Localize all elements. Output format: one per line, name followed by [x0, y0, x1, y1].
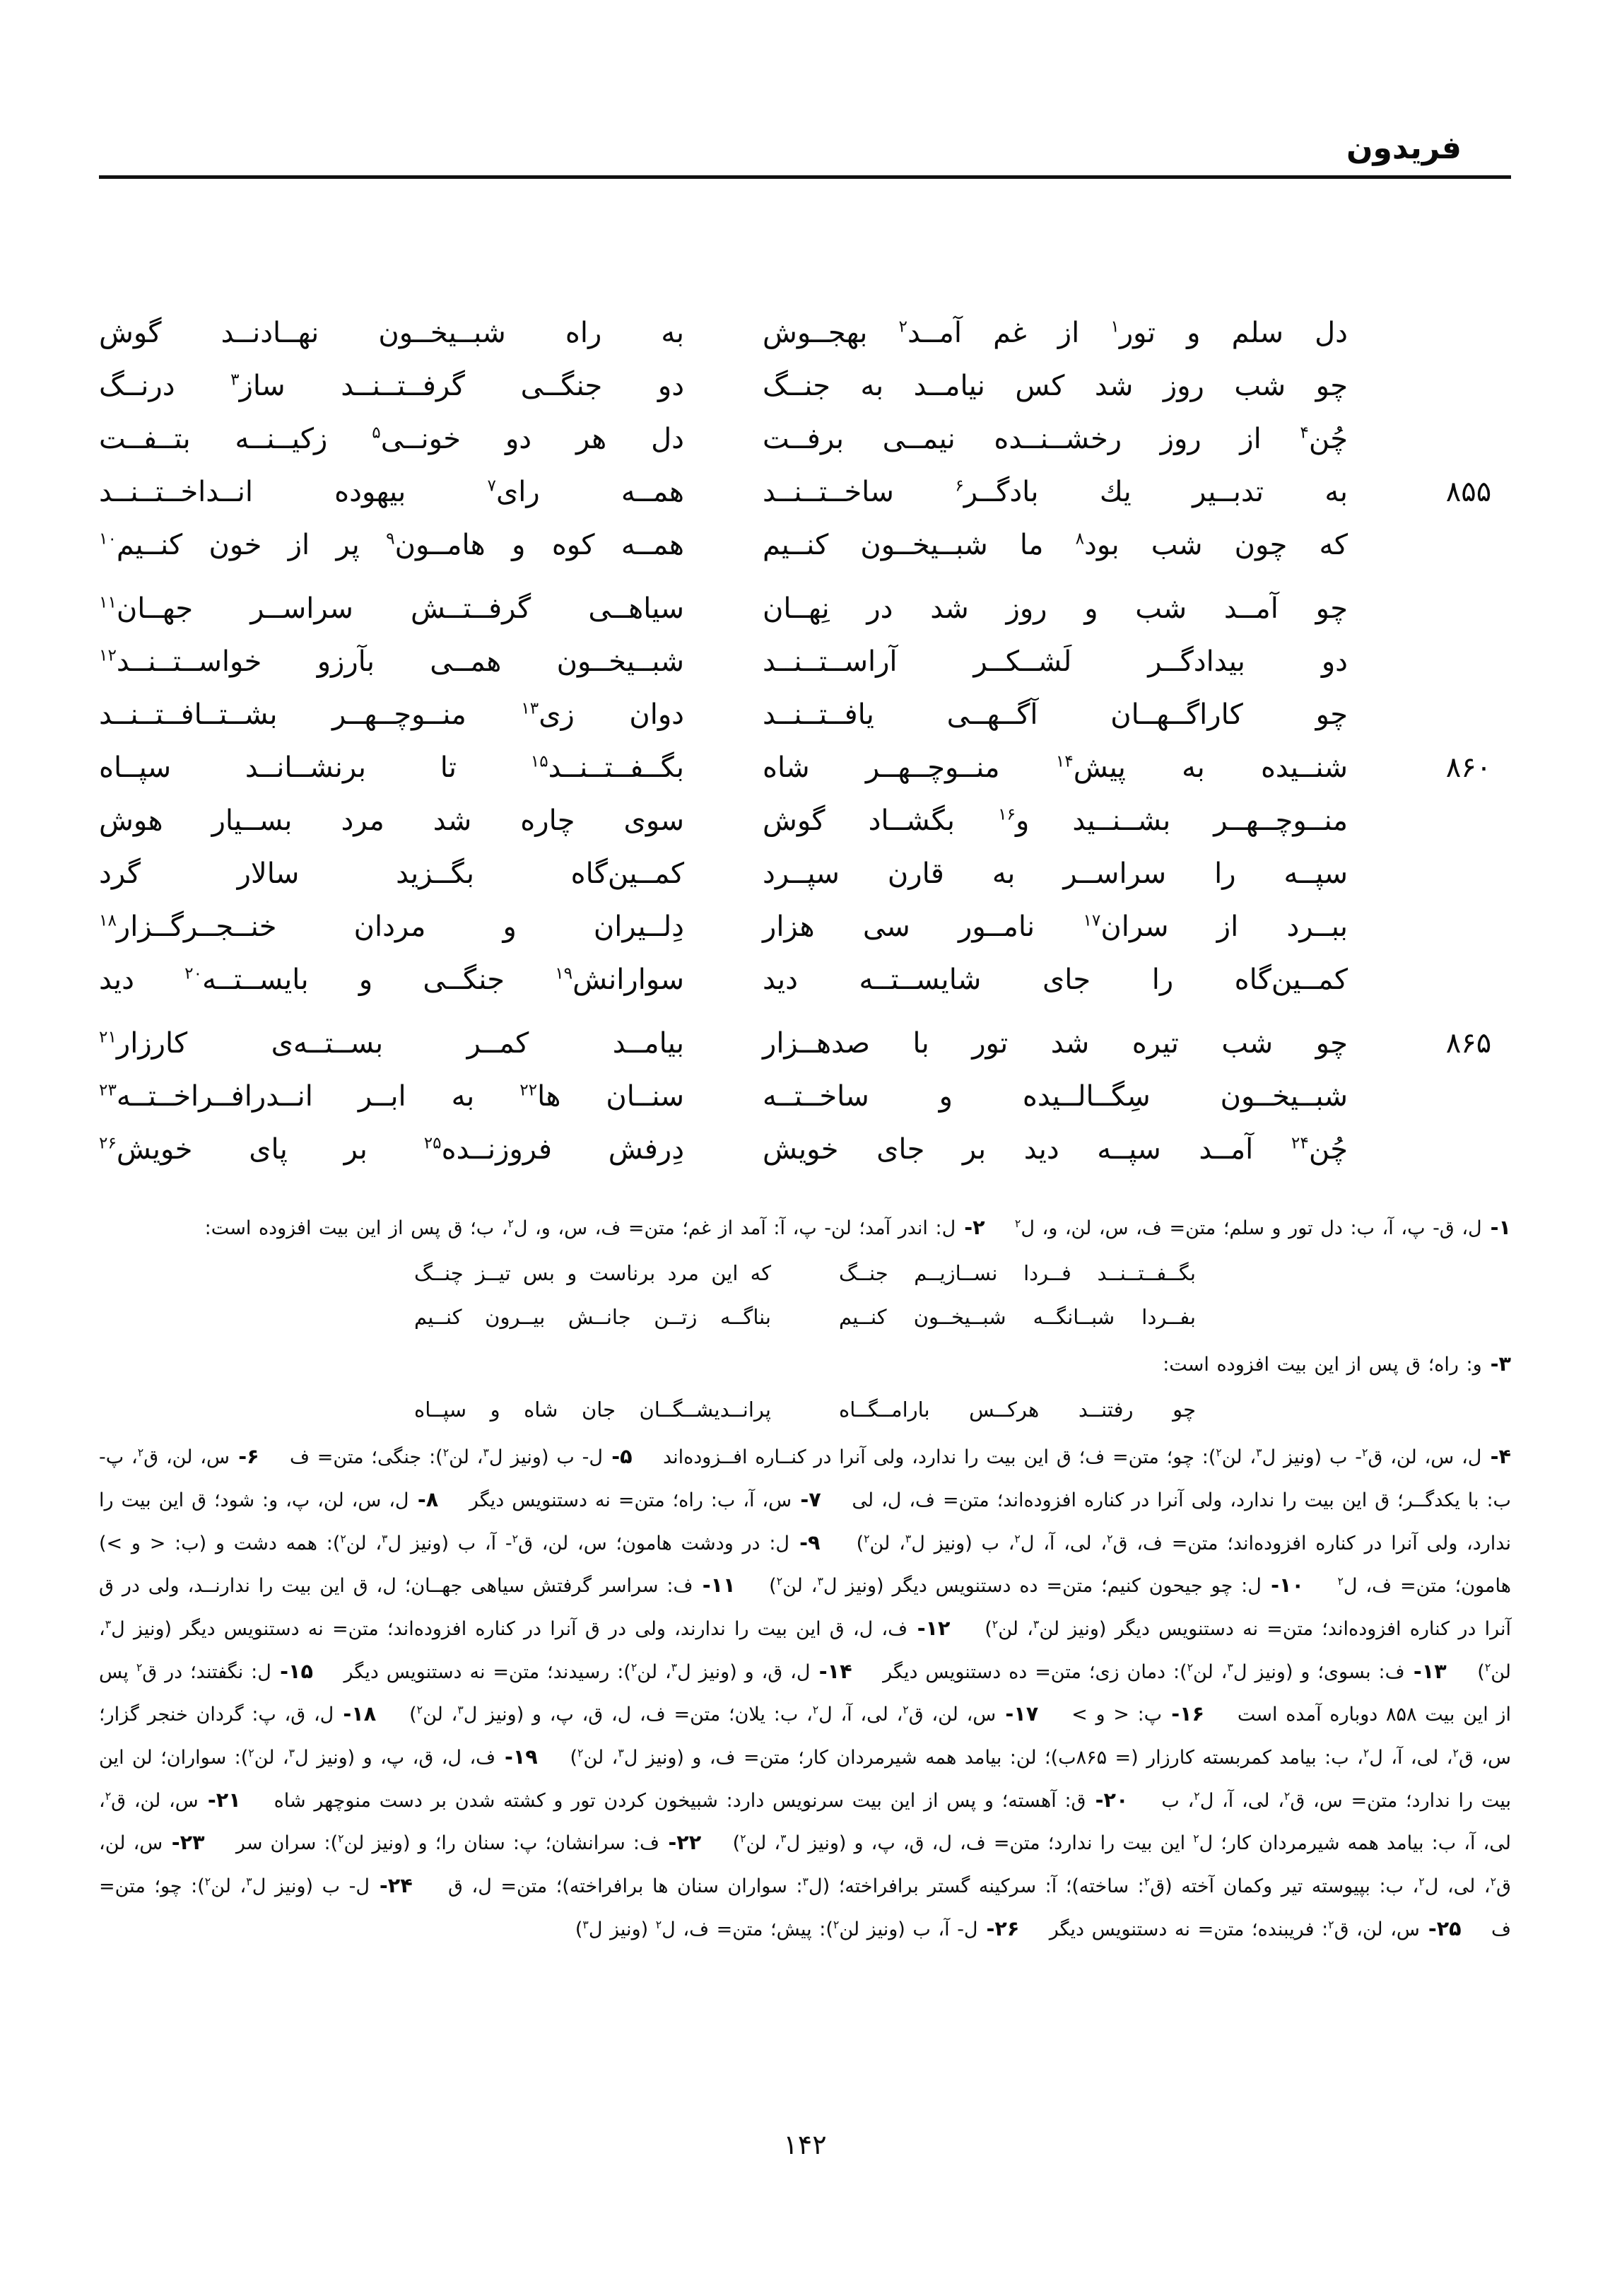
hemistich-first: چو آمــد شب و روز شد در نِهــان [763, 592, 1348, 626]
apparatus-entry-text: ق: آهسته؛ و پس از این بیت سرنویس دارد: شبیخون کردن تور و کشته شدن بر دست منوچهر شاه [274, 1789, 1086, 1812]
inserted-hemistich-first: چو رفتنــد هرکــس بارامــگــاه [839, 1398, 1196, 1422]
inserted-couplet [99, 1299, 1511, 1335]
inserted-couplet [99, 1391, 1511, 1428]
footnote-marker: ۲ [898, 317, 907, 337]
apparatus-entry-number: ۱۳- [1404, 1658, 1447, 1683]
apparatus-entry-text: ل- ب (ونیز ل$^۳$، لن$^۲$): جنگی؛ متن= ف [289, 1446, 603, 1469]
footnote-marker: ۳ [671, 1660, 678, 1674]
footnote-marker: ۱۶ [998, 805, 1016, 825]
hemistich-first: چُن$^{۲۴}$ آمــد سپــه دید بر جای خویش [763, 1133, 1348, 1166]
apparatus-entry [469, 1489, 821, 1511]
apparatus-paragraph [99, 1435, 1511, 1950]
apparatus-entry-number: ۲۱- [198, 1787, 241, 1812]
couplet-row [99, 1134, 1511, 1165]
apparatus-entry [290, 1446, 633, 1468]
apparatus-entry-text: س، لن، ق$^۲$، پ- ب: با یکدگــر؛ ق این بیت را ندارد، ولی آنرا در کناره افزوده‌اند؛ متن= ف، ل، لی [99, 1446, 1511, 1511]
footnote-marker: ۳ [582, 1917, 589, 1931]
page-header-title: فریدون [1346, 130, 1462, 166]
footnote-marker: ۲ [1187, 1660, 1194, 1674]
footnote-marker: ۱۸ [99, 911, 117, 931]
apparatus-entry-number: ۲۲- [659, 1830, 702, 1855]
apparatus-entry-text: ل: در ودشت هامون؛ س، لن، ق$^۲$- آ، ب (ونیز ل$^۳$، لن$^۲$): همه دشت و (ب: < و >) هامون؛ متن= ف، ل$^۲$ [99, 1531, 1511, 1598]
footnote-marker: ۲۳ [99, 1081, 117, 1101]
footnote-marker: ۲ [340, 1531, 346, 1545]
apparatus-entry-number: ۲۴- [369, 1873, 413, 1898]
footnote-marker: ۲۲ [519, 1081, 538, 1101]
footnote-marker: ۲ [812, 1703, 819, 1717]
apparatus-entry [769, 1575, 1304, 1597]
couplet-row [99, 370, 1511, 402]
apparatus-entry [343, 1658, 852, 1683]
footnote-marker: ۲ [630, 1660, 637, 1674]
apparatus-entry [205, 1217, 985, 1239]
footnote-marker: ۲ [1194, 1788, 1200, 1803]
couplet-row [99, 752, 1511, 783]
footnote-marker: ۹ [386, 529, 395, 549]
hemistich-first: چو شب روز شد کس نیامــد به جنــگ [763, 370, 1348, 403]
apparatus-entry-number: ۳- [1481, 1352, 1511, 1376]
footnote-marker: ۲۴ [1291, 1134, 1309, 1154]
poem-block [99, 317, 1511, 561]
hemistich-second: کمــین‌گاه بگــزید سالار گرد [99, 857, 684, 891]
footnote-marker: ۲ [1014, 1531, 1021, 1545]
apparatus-entry-text: ل- ب (ونیز ل$^۳$، لن$^۲$): چو؛ متن= ف [99, 1875, 1511, 1940]
apparatus-entry-text: س، لن، ق$^۲$، لی، ل$^۲$، ب: بپیوسته تیر وکمان آخته (ق$^۲$: ساخته)؛ آ: سرکینه گستر برافراخته؛ (ل$^۳$: سواران سنان ها برافراخته)؛ متن= ل، ق [99, 1832, 1511, 1898]
hemistich-first: دو بیدادگــر لَشــکــر آراســتــنــد [763, 645, 1348, 679]
inserted-hemistich-first: بگــفــتــنــد فــردا نســازیــم جنــگ [839, 1261, 1196, 1286]
page-number: ۱۴۲ [783, 2129, 827, 2160]
hemistich-second: بیامــد کمــر بســتــه‌ی کارزار$^{۲۱}$ [99, 1027, 684, 1060]
footnote-marker: ۲۰ [184, 964, 203, 984]
inserted-hemistich-second: بناگــه زتــن جانــش بیــرون کنــیم [414, 1305, 771, 1330]
hemistich-second: سیاهــی گرفــتــش سراســر جهــان$^{۱۱}$ [99, 592, 684, 626]
footnote-marker: ۸ [1075, 529, 1085, 549]
hemistich-first: چو کاراگــهــان آگــهــی یافــتــنــد [763, 698, 1348, 732]
apparatus-entry-number: ۵- [602, 1444, 633, 1469]
footnote-marker: ۱۹ [555, 964, 573, 984]
footnote-marker: ۲ [1144, 1875, 1151, 1889]
footnote-marker: ۲ [1216, 1446, 1222, 1460]
apparatus-entry-text: ل، ق، و (ونیز ل$^۳$، لن$^۲$): رسیدند؛ متن= نه دستنویس دیگر [343, 1660, 811, 1683]
footnote-marker: ۲ [136, 1660, 143, 1674]
footnote-marker: ۲ [1362, 1446, 1368, 1460]
apparatus-entry-text: ل: نگفتند؛ در ق$^۲$ پس از این بیت ۸۵۸ دوباره آمده است [99, 1660, 1511, 1726]
hemistich-first: سپــه را سراســر به قارن سپــرد [763, 857, 1348, 891]
footnote-marker: ۳ [230, 370, 240, 390]
couplet-row [99, 805, 1511, 836]
apparatus-entry [1049, 1916, 1462, 1940]
hemistich-second: همــه کوه و هامــون$^۹$ پر از خون کنــیم$^{۱۰}$ [99, 529, 684, 562]
apparatus-entry-text: س، لن، ق$^۲$، لی، آ، ل$^۲$، ب: یلان؛ متن= ف، ل، ق، پ، و (ونیز ل$^۳$، لن$^۲$) [409, 1703, 997, 1726]
inserted-couplet [99, 1255, 1511, 1292]
couplet-row [99, 911, 1511, 942]
hemistich-first: چُن$^۴$ از روز رخشــنــده نیمــی برفــت [763, 423, 1348, 456]
apparatus-entry-text: ف: بسوی؛ و (ونیز ل$^۳$، لن$^۲$): دمان زی؛ متن= ده دستنویس دیگر [883, 1660, 1405, 1683]
apparatus-entry-number: ۲۳- [163, 1830, 205, 1855]
footnote-marker: ۳ [1256, 1446, 1262, 1460]
hemistich-first: کمــین‌گاه را جای شایســتــه دید [763, 964, 1348, 997]
footnote-marker: ۲ [105, 1788, 112, 1803]
footnote-marker: ۲ [864, 1531, 870, 1545]
apparatus-entry [883, 1658, 1447, 1683]
footnote-marker: ۶ [955, 476, 964, 496]
apparatus-entry-number: ۹- [789, 1530, 821, 1554]
footnote-marker: ۲ [776, 1574, 783, 1588]
apparatus [99, 1206, 1511, 1950]
footnote-marker: ۲ [1484, 1660, 1491, 1674]
verse-number: ۸۶۵ [1445, 1027, 1492, 1060]
footnote-marker: ۳ [817, 1574, 823, 1588]
apparatus-entry-text: ف، ل، ق، پ، و (ونیز ل$^۳$، لن$^۲$): سواران؛ لن این بیت را ندارد؛ متن= س، ق$^۲$، لی، آ، ل$^۲$، ب [99, 1746, 1511, 1812]
apparatus-entry-number: ۶- [229, 1444, 259, 1469]
apparatus-entry-number: ۲۶- [977, 1916, 1020, 1940]
footnote-marker: ۲ [507, 1217, 514, 1231]
hemistich-second: شبــیخــون همــی بآرزو خواســتــنــد$^{۱۲}$ [99, 645, 684, 679]
footnote-marker: ۲ [1107, 1531, 1113, 1545]
apparatus-entry-number: ۱۵- [271, 1658, 313, 1683]
footnote-marker: ۳ [802, 1875, 809, 1889]
hemistich-second: بگــفــتــنــد$^{۱۵}$ تا برنشــانــد سپــاه [99, 751, 684, 785]
apparatus-entry [1015, 1217, 1511, 1239]
footnote-marker: ۳ [382, 1531, 388, 1545]
footnote-marker: ۲ [1363, 1746, 1370, 1759]
footnote-marker: ۳ [288, 1746, 295, 1759]
apparatus-entry-text: ل، س، لن، ق$^۲$- ب (ونیز ل$^۳$، لن$^۲$): چو؛ متن= ف؛ ق این بیت را ندارد، ولی آنرا در کنــاره افــزوده‌اند [662, 1446, 1482, 1469]
footnote-marker: ۳ [457, 1703, 464, 1717]
footnote-marker: ۲ [204, 1875, 211, 1889]
footnote-marker: ۲۶ [99, 1134, 117, 1154]
apparatus-entry-text: ل- آ، ب (ونیز لن$^۲$): پیش؛ متن= ف، ل$^۲$ (ونیز ل$^۳$) [575, 1917, 978, 1940]
footnote-marker: ۲ [1328, 1917, 1334, 1931]
apparatus-entry [1071, 1704, 1204, 1726]
footnote-marker: ۲ [1418, 1875, 1425, 1889]
footnote-marker: ۲۵ [423, 1134, 442, 1154]
inserted-hemistich-second: که این مرد برناست و بس تیــز چنــگ [414, 1261, 771, 1286]
hemistich-second: دِرفش فروزنــده$^{۲۵}$ بر پای خویش$^{۲۶}$ [99, 1133, 685, 1166]
footnote-marker: ۲ [1490, 1875, 1497, 1889]
footnote-marker: ۲ [512, 1531, 519, 1545]
footnote-marker: ۳ [1033, 1617, 1040, 1631]
apparatus-entry-text: ل: چو جیحون کنیم؛ متن= ده دستنویس دیگر (ونیز ل$^۳$، لن$^۲$) [769, 1574, 1262, 1598]
footnote-marker: ۷ [487, 476, 496, 496]
apparatus-entry-number: ۱۱- [693, 1573, 736, 1598]
inserted-hemistich-second: پرانــدیشــگــان جان شاه و سپــاه [414, 1398, 771, 1422]
hemistich-second: همــه رای$^۷$ بیهوده انــداخــتــنــد [99, 476, 684, 509]
footnote-marker: ۲ [740, 1832, 746, 1846]
footnote-marker: ۲ [1283, 1788, 1291, 1803]
footnote-marker: ۲ [833, 1917, 840, 1931]
inserted-hemistich-first: بفــردا شبــانگــه شبــیخــون کنــیم [839, 1305, 1196, 1330]
couplet-row [99, 317, 1511, 348]
footnote-marker: ۳ [1227, 1660, 1233, 1674]
footnote-marker: ۲ [1193, 1832, 1199, 1846]
apparatus-entry-text: ل، ق، پ: گردان خنجر گزار؛ س، ق$^۲$، لی، آ، ل$^۲$، ب: بیامد کمربسته کارزار (= ۸۶۵ب)؛ لن: بیامد همه شیرمردان کار؛ متن= ف، و (ونیز ل$^۳$، لن$^۲$) [99, 1704, 1511, 1769]
apparatus-entry-text: ل: اندر آمد؛ لن- پ، آ: آمد از غم؛ متن= ف، س، و، ل$^۲$، ب؛ ق پس از این بیت افزوده است: [204, 1217, 956, 1240]
footnote-marker: ۴ [1300, 423, 1309, 443]
hemistich-first: ببــرد از سران$^{۱۷}$ نامــور سی هزار [763, 910, 1348, 944]
footnote-marker: ۱۱ [99, 593, 117, 613]
footnote-marker: ۳ [483, 1446, 489, 1460]
couplet-row [99, 1028, 1511, 1059]
couplet-row [99, 699, 1511, 730]
hemistich-first: چو شب تیره شد تور با صدهــزار [763, 1027, 1348, 1060]
apparatus-entry-text: س، لن، ق$^۲$، لی، آ، ب: بیامد همه شیرمردان کار؛ ل$^۲$ این بیت را ندارد؛ متن= ف، ل، ق، پ، و (ونیز ل$^۳$، لن$^۲$) [99, 1788, 1511, 1855]
verse-number: ۸۶۰ [1445, 751, 1492, 785]
apparatus-entry-number: ۱۴- [810, 1658, 852, 1683]
footnote-marker: ۳ [780, 1832, 787, 1846]
apparatus-entry-number: ۱۲- [907, 1615, 951, 1640]
header-rule [99, 175, 1511, 179]
footnote-marker: ۵ [372, 423, 381, 443]
apparatus-entry-text: ف: سراسر گرفتش سیاهی جهــان؛ ل، ق این بیت را ندارنــد، ولی در ق آنرا در کناره افزوده‌اند؛ متن= نه دستنویس دیگر (ونیز لن$^۳$، لن$^۲$) [99, 1575, 1511, 1640]
hemistich-first: شنــیده به پیش$^{۱۴}$ منــوچــهــر شاه [763, 751, 1348, 785]
footnote-marker: ۲ [577, 1746, 584, 1759]
footnote-marker: ۲۱ [99, 1028, 117, 1048]
hemistich-first: که چون شب بود$^۸$ ما شبــیخــون کنــیم [763, 529, 1348, 562]
apparatus-entry-number: ۲۰- [1086, 1787, 1129, 1812]
hemistich-second: دِلــیران و مردان خنــجــرگــزار$^{۱۸}$ [99, 910, 684, 944]
apparatus-entry [409, 1704, 1038, 1726]
footnote-marker: ۳ [905, 1531, 912, 1545]
footnote-marker: ۲ [992, 1617, 999, 1631]
footnote-marker: ۲ [1337, 1574, 1344, 1588]
apparatus-entry [1163, 1354, 1511, 1376]
hemistich-second: سوارانش$^{۱۹}$ جنگــی و بایســتــه$^{۲۰}$ دید [99, 964, 684, 997]
couplet-row [99, 593, 1511, 624]
apparatus-entry-text: س، لن، ق$^۲$: فریبنده؛ متن= نه دستنویس دیگر [1049, 1917, 1420, 1940]
apparatus-entry-text: و: راه؛ ق پس از این بیت افزوده است: [1163, 1354, 1482, 1376]
footnote-marker: ۲ [442, 1446, 449, 1460]
couplet-row [99, 646, 1511, 677]
hemistich-second: دل هر دو خونــی$^۵$ زکیــنــه بتــفــت [99, 423, 684, 456]
apparatus-paragraph [99, 1206, 1511, 1249]
footnote-marker: ۲ [903, 1703, 909, 1717]
hemistich-second: سوی چاره شد مرد بســیار هوش [99, 804, 684, 838]
apparatus-entry-number: ۲۵- [1419, 1916, 1462, 1940]
footnote-marker: ۳ [105, 1617, 112, 1631]
footnote-marker: ۱۲ [99, 646, 117, 666]
hemistich-first: به تدبــیر یك بادگــر$^۶$ ساخــتــنــد [763, 476, 1348, 509]
couplet-row [99, 529, 1511, 561]
footnote-marker: ۲ [1014, 1217, 1021, 1231]
apparatus-entry-text: س، آ، ب: راه؛ متن= نه دستنویس دیگر [469, 1489, 792, 1511]
couplet-row [99, 476, 1511, 508]
hemistich-second: به راه شبــیخــون نهــادنــد گوش [99, 317, 684, 350]
running-header [99, 0, 1511, 179]
apparatus-entry-number: ۱۷- [996, 1702, 1039, 1726]
hemistich-first: دل سلم و تور$^۱$ از غم آمــد$^۲$ بهجــوش [763, 317, 1348, 350]
footnote-marker: ۲ [416, 1703, 423, 1717]
apparatus-entry-number: ۴- [1481, 1444, 1511, 1469]
apparatus-entry-text: ف: سرانشان؛ پ: سنان را؛ و (ونیز لن$^۲$): سران سر [235, 1832, 659, 1855]
footnote-marker: ۱۵ [530, 752, 548, 772]
couplet-row [99, 964, 1511, 995]
apparatus-entry-number: ۱- [1481, 1215, 1511, 1240]
poem-block [99, 1028, 1511, 1165]
apparatus-entry-number: ۱۸- [334, 1702, 377, 1726]
footnote-marker: ۲ [137, 1446, 144, 1460]
footnote-marker: ۱۳ [521, 699, 539, 719]
apparatus-entry-number: ۷- [792, 1487, 821, 1511]
hemistich-second: دو جنگــی گرفــتــنــد ساز$^۳$ درنــگ [99, 370, 685, 403]
footnote-marker: ۲ [338, 1832, 344, 1846]
poem [99, 317, 1511, 1165]
couplet-row [99, 1081, 1511, 1112]
apparatus-entry-text: ف، ل، ق این بیت را ندارند، ولی در ق آنرا در کناره افزوده‌اند؛ متن= نه دستنویس دیگر (ونیز ل$^۳$، لن$^۲$) [99, 1617, 1512, 1683]
apparatus-entry-number: ۱۶- [1162, 1702, 1205, 1726]
hemistich-first: منــوچــهــر بشــنــید و$^{۱۶}$ بگشــاد گوش [763, 804, 1348, 838]
verse-number: ۸۵۵ [1445, 476, 1492, 509]
apparatus-entry-text: پ: < و > [1071, 1704, 1163, 1726]
hemistich-first: شبــیخــون سِگــالــیده و ساخــتــه [763, 1080, 1348, 1113]
apparatus-entry-number: ۱۹- [495, 1745, 538, 1769]
footnote-marker: ۲ [1452, 1746, 1459, 1759]
apparatus-entry [236, 1832, 701, 1854]
apparatus-entry-text: ل، س، لن، پ، و: شود؛ ق این بیت را ندارد، ولی آنرا در کناره افزوده‌اند؛ متن= ف، ق$^۲$، لی، آ، ل$^۲$، ب (ونیز ل$^۳$، لن$^۲$) [99, 1489, 1511, 1554]
apparatus-entry [274, 1787, 1129, 1812]
footnote-marker: ۳ [246, 1875, 252, 1889]
footnote-marker: ۳ [618, 1746, 624, 1759]
footnote-marker: ۱۷ [1083, 911, 1101, 931]
hemistich-second: دوان زی$^{۱۳}$ منــوچــهــر بشــتــافــتــنــد [99, 698, 684, 732]
footnote-marker: ۱ [1110, 317, 1120, 337]
apparatus-paragraph [99, 1342, 1511, 1386]
poem-block [99, 593, 1511, 995]
apparatus-entry-text: ل، ق- پ، آ، ب: دل تور و سلم؛ متن= ف، س، لن، و، ل$^۲$ [1014, 1217, 1482, 1240]
apparatus-entry-number: ۲- [956, 1215, 985, 1240]
couplet-row [99, 858, 1511, 889]
footnote-marker: ۱۴ [1055, 752, 1074, 772]
apparatus-entry-number: ۸- [409, 1487, 439, 1511]
apparatus-entry [575, 1916, 1020, 1940]
footnote-marker: ۱۰ [99, 529, 117, 549]
hemistich-second: سنــان ها$^{۲۲}$ به ابــر انــدرافــراخــتــه$^{۲۳}$ [99, 1080, 684, 1113]
apparatus-entry [663, 1446, 1511, 1468]
footnote-marker: ۲ [248, 1746, 254, 1759]
couplet-row [99, 423, 1511, 455]
footnote-marker: ۲ [655, 1917, 662, 1931]
apparatus-entry-number: ۱۰- [1261, 1573, 1304, 1598]
